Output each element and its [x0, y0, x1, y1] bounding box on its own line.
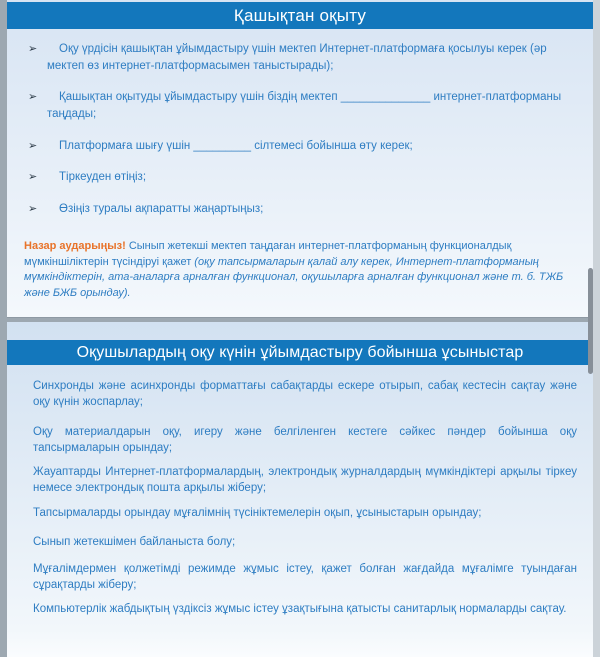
attention-note-italic: (оқу тапсырмаларын қалай алу керек, Интернет-платформаның мүмкіндіктерін, ата-аналарға арналған функционал, оқушыларға арналған функционал және т. б. ТЖБ және БЖБ орындау).: [24, 255, 564, 300]
arrow-bullet-icon: ➢: [28, 171, 38, 184]
scrollbar-thumb[interactable]: [588, 268, 593, 374]
slide2-paragraphs: [7, 365, 593, 618]
bullet-text: Тіркеуден өтіңіз;: [59, 171, 147, 184]
arrow-bullet-icon: ➢: [28, 139, 38, 152]
list-item: [28, 138, 573, 155]
attention-note-body: Сынып жетекші мектеп таңдаған интернет-платформаның функционалдық мүмкіншіліктерін түсіндіруі қажет: [24, 239, 512, 268]
attention-note: [7, 233, 593, 302]
slide1-bullet-list: [7, 29, 593, 218]
paragraph: Мұғалімдермен қолжетімді режимде жұмыс істеу, қажет болған жағдайда мұғалімге туындаған сұрақтарды жіберу;: [33, 562, 577, 591]
list-item: [28, 41, 573, 74]
paragraph: Синхронды және асинхронды форматтағы сабақтарды ескере отырып, сабақ кестесін сақтау және оқу күнін жоспарлау;: [33, 380, 577, 409]
slide1-title-bar: [7, 2, 593, 29]
paragraph: Оқу материалдарын оқу, игеру және белгіленген кестеге сәйкес пәндер бойынша оқу тапсырмаларын орындау;: [33, 425, 577, 455]
paragraph: Сынып жетекшімен байланыста болу;: [33, 536, 236, 549]
arrow-bullet-icon: ➢: [28, 91, 38, 104]
bullet-text: Платформаға шығу үшін _________ сілтемесі бойынша өту керек;: [59, 139, 413, 152]
slide2-title-bar: [7, 340, 593, 365]
slide-student-day-recommendations: [7, 322, 593, 657]
arrow-bullet-icon: ➢: [28, 43, 38, 55]
slide1-title: Қашықтан оқыту: [233, 5, 367, 25]
arrow-bullet-icon: ➢: [28, 203, 38, 216]
paragraph: Компьютерлік жабдықтың үздіксіз жұмыс істеу ұзақтығына қатысты санитарлық нормаларды сақтау.: [33, 603, 567, 616]
paragraph: Тапсырмаларды орындау мұғалімнің түсініктемелерін оқып, ұсыныстарын орындау;: [33, 506, 482, 519]
bullet-text: Өзіңіз туралы ақпаратты жаңартыңыз;: [59, 203, 264, 216]
list-item: [28, 89, 573, 122]
slide2-title: Оқушылардың оқу күнін ұйымдастыру бойынша ұсыныстар: [76, 343, 524, 361]
list-item: [28, 201, 573, 218]
attention-note-lead: Назар аударыңыз!: [24, 239, 126, 252]
slide-distance-learning: [7, 0, 593, 318]
paragraph: Жауаптарды Интернет-платформалардың, электрондық журналдардың мүмкіндіктері арқылы тіркеу немесе электрондық пошта арқылы жіберу;: [33, 465, 577, 495]
bullet-text: Қашықтан оқытуды ұйымдастыру үшін біздің мектеп ______________ интернет-платформаны таңдады;: [47, 91, 562, 121]
bullet-text: Оқу үрдісін қашықтан ұйымдастыру үшін мектеп Интернет-платформаға қосылуы керек (әр мектеп өз интернет-платформасымен таныстырады);: [47, 43, 547, 72]
list-item: [28, 169, 573, 186]
scrollbar-track[interactable]: [593, 0, 600, 657]
